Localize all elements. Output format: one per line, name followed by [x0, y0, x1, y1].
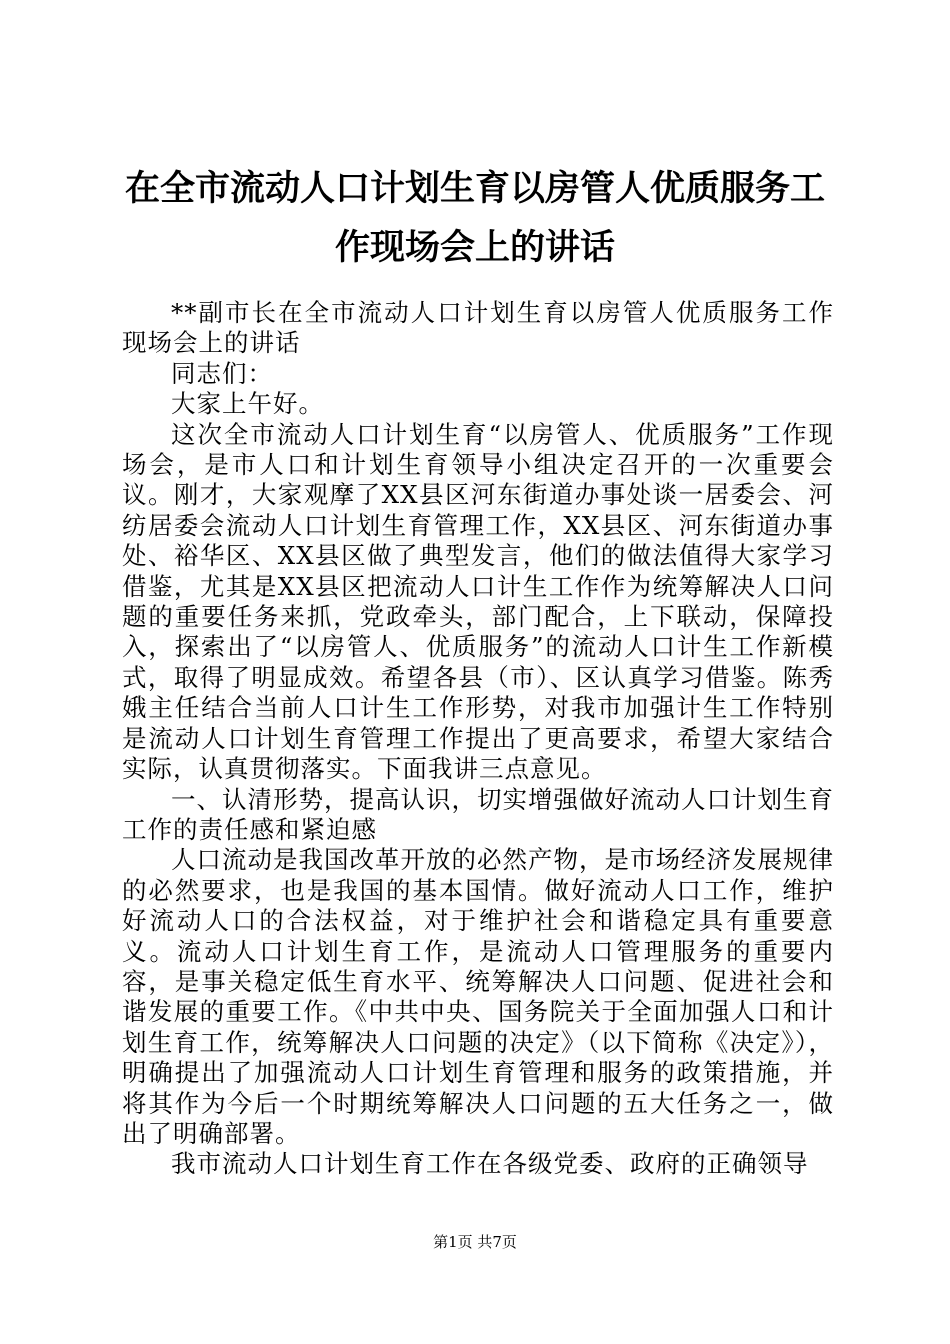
page-footer: 第1页 共7页 — [433, 1233, 517, 1251]
document-body — [122, 298, 834, 1180]
salutation-paragraph: 同志们： — [171, 358, 273, 388]
body-paragraph: 我市流动人口计划生育工作在各级党委、政府的正确领导 — [171, 1149, 809, 1179]
body-paragraph: 这次全市流动人口计划生育“以房管人、优质服务”工作现场会，是市人口和计划生育领导小组决定召开的一次重要会议。刚才，大家观摩了XX县区河东街道办事处谈一居委会、河纺居委会流动人口计划生育管理工作，XX县区、河东街道办事处、裕华区、XX县区做了典型发言，他们的做法值得大家学习借鉴，尤其是XX县区把流动人口计生工作作为统筹解决人口问题的重要任务来抓，党政牵头，部门配合，上下联动，保障投入，探索出了“以房管人、优质服务”的流动人口计生工作新模式，取得了明显成效。希望各县（市）、区认真学习借鉴。陈秀娥主任结合当前人口计生工作形势，对我市加强计生工作特别是流动人口计划生育管理工作提出了更高要求，希望大家结合实际，认真贯彻落实。下面我讲三点意见。 — [122, 419, 834, 784]
section-heading: 一、认清形势，提高认识，切实增强做好流动人口计划生育工作的责任感和紧迫感 — [122, 784, 834, 844]
byline-paragraph: **副市长在全市流动人口计划生育以房管人优质服务工作现场会上的讲话 — [122, 298, 834, 358]
greeting-paragraph: 大家上午好。 — [171, 389, 324, 419]
document-title: 在全市流动人口计划生育以房管人优质服务工作现场会上的讲话 — [124, 169, 825, 268]
body-paragraph: 人口流动是我国改革开放的必然产物，是市场经济发展规律的必然要求，也是我国的基本国情。做好流动人口工作，维护好流动人口的合法权益，对于维护社会和谐稳定具有重要意义。流动人口计划生育工作，是流动人口管理服务的重要内容，是事关稳定低生育水平、统筹解决人口问题、促进社会和谐发展的重要工作。《中共中央、国务院关于全面加强人口和计划生育工作，统筹解决人口问题的决定》（以下简称《决定》），明确提出了加强流动人口计划生育管理和服务的政策措施，并将其作为今后一个时期统筹解决人口问题的五大任务之一，做出了明确部署。 — [122, 845, 834, 1148]
